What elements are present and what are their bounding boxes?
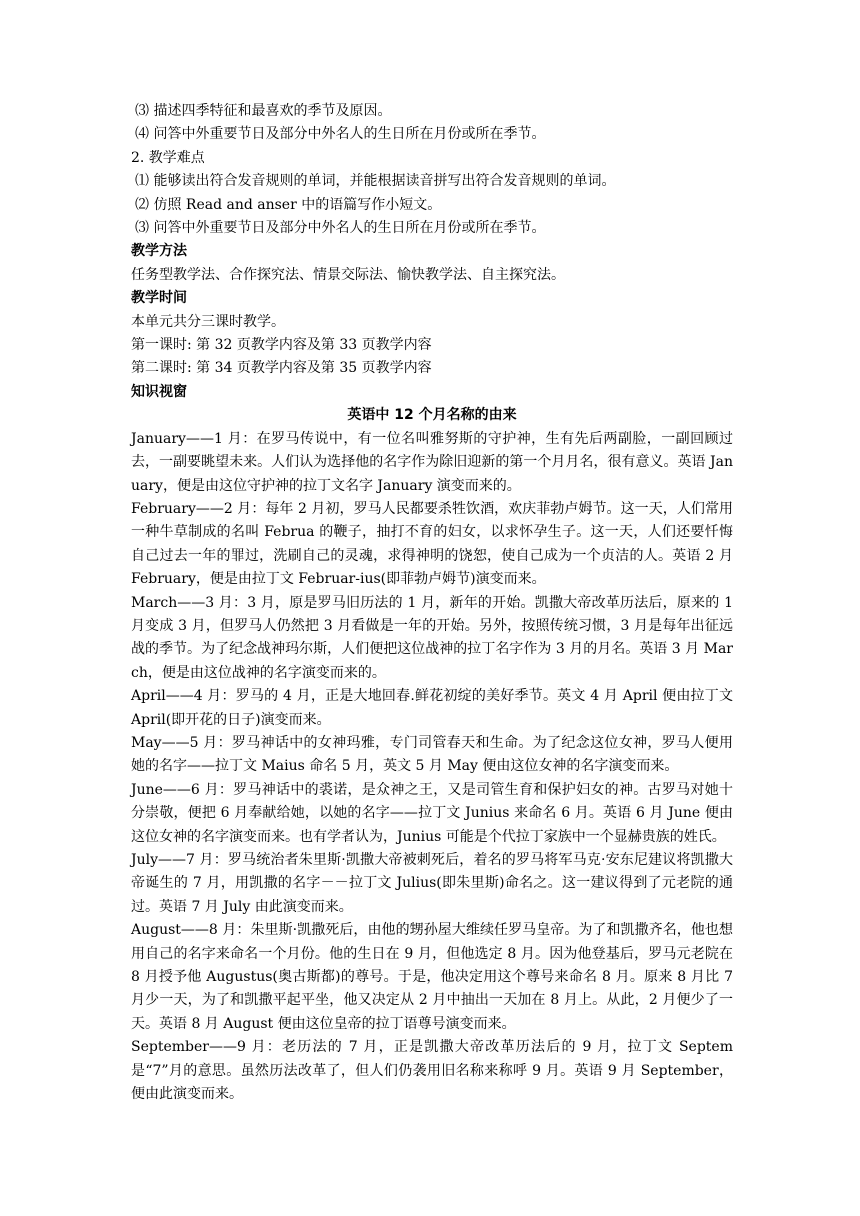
month-paragraph-january: January——1 月：在罗马传说中，有一位名叫雅努斯的守护神，生有先后两副脸，一副回顾过去，一副要眺望未来。人们认为选择他的名字作为除旧迎新的第一个月月名，很有意义。英语 January，便是由这位守护神的拉丁文名字 January 演变而来的。	[131, 430, 733, 494]
article-title: 英语中 12 个月名称的由来	[347, 407, 517, 424]
difficulty-item-3: ⑶ 问答中外重要节日及部分中外名人的生日所在月份或所在季节。	[135, 220, 546, 237]
month-paragraph-february: February——2 月：每年 2 月初，罗马人民都要杀牲饮酒，欢庆菲勃卢姆节。这一天，人们常用一种牛草制成的名叫 Februa 的鞭子，抽打不育的妇女，以求怀孕生子。这一天，人们还要忏悔自己过去一年的罪过，洗刷自己的灵魂，求得神明的饶恕，使自己成为一个贞洁的人。英语 2 月 February，便是由拉丁文 Februar-ius(即菲勃卢姆节)演变而来。	[131, 500, 733, 588]
month-paragraph-august: August——8 月：朱里斯·凯撒死后，由他的甥孙屋大维续任罗马皇帝。为了和凯撒齐名，他也想用自己的名字来命名一个月份。他的生日在 9 月，但他选定 8 月。因为他登基后，罗马元老院在 8 月授予他 Augustus(奥古斯都)的尊号。于是，他决定用这个尊号来命名 8 月。原来 8 月比 7 月少一天，为了和凯撒平起平坐，他又决定从 2 月中抽出一天加在 8 月上。从此，2 月便少了一天。英语 8 月 August 便由这位皇帝的拉丁语尊号演变而来。	[131, 922, 733, 1032]
document-page	[131, 100, 733, 1106]
objective-item-4: ⑷ 问答中外重要节日及部分中外名人的生日所在月份或所在季节。	[135, 126, 546, 143]
knowledge-heading: 知识视窗	[131, 383, 187, 400]
month-paragraph-march: March——3 月：3 月，原是罗马旧历法的 1 月，新年的开始。凯撒大帝改革历法后，原来的 1 月变成 3 月，但罗马人仍然把 3 月看做是一年的开始。另外，按照传统习惯，3 月是每年出征远战的季节。为了纪念战神玛尔斯，人们便把这位战神的拉丁名字作为 3 月的月名。英语 3 月 March，便是由这位战神的名字演变而来的。	[131, 594, 733, 681]
methods-text: 任务型教学法、合作探究法、情景交际法、愉快教学法、自主探究法。	[131, 266, 565, 283]
time-heading: 教学时间	[131, 290, 187, 307]
month-paragraph-may: May——5 月：罗马神话中的女神玛雅，专门司管春天和生命。为了纪念这位女神，罗马人便用她的名字——拉丁文 Maius 命名 5 月，英文 5 月 May 便由这位女神的名字演变而来。	[131, 734, 733, 775]
difficulty-item-1: ⑴ 能够读出符合发音规则的单词，并能根据读音拼写出符合发音规则的单词。	[135, 173, 616, 190]
methods-heading: 教学方法	[131, 243, 187, 260]
section-heading-difficulties: 2. 教学难点	[131, 149, 205, 166]
difficulty-item-2: ⑵ 仿照 Read and anser 中的语篇写作小短文。	[135, 196, 442, 213]
month-paragraph-april: April——4 月：罗马的 4 月，正是大地回春.鲜花初绽的美好季节。英文 4 月 April 便由拉丁文 April(即开花的日子)演变而来。	[131, 688, 733, 728]
month-paragraph-september: September——9 月：老历法的 7 月，正是凯撒大帝改革历法后的 9 月，拉丁文 Septem 是“7”月的意思。虽然历法改革了，但人们仍袭用旧名称来称呼 9 月。英语 9 月 September，便由此演变而来。	[131, 1039, 733, 1103]
objective-item-3: ⑶ 描述四季特征和最喜欢的季节及原因。	[135, 103, 392, 119]
lesson-1: 第一课时: 第 32 页教学内容及第 33 页教学内容	[131, 337, 432, 354]
month-paragraph-july: July——7 月：罗马统治者朱里斯·凯撒大帝被刺死后，着名的罗马将军马克·安东尼建议将凯撒大帝诞生的 7 月，用凯撒的名字－－拉丁文 Julius(即朱里斯)命名之。这一建议得到了元老院的通过。英语 7 月 July 由此演变而来。	[131, 852, 733, 915]
time-total: 本单元共分三课时教学。	[131, 313, 285, 330]
lesson-2: 第二课时: 第 34 页教学内容及第 35 页教学内容	[131, 360, 432, 377]
month-paragraph-june: June——6 月：罗马神话中的裘诺，是众神之王，又是司管生育和保护妇女的神。古罗马对她十分崇敬，便把 6 月奉献给她，以她的名字——拉丁文 Junius 来命名 6 月。英语 6 月 June 便由这位女神的名字演变而来。也有学者认为，Junius 可能是个代拉丁家族中一个显赫贵族的姓氏。	[131, 781, 733, 845]
